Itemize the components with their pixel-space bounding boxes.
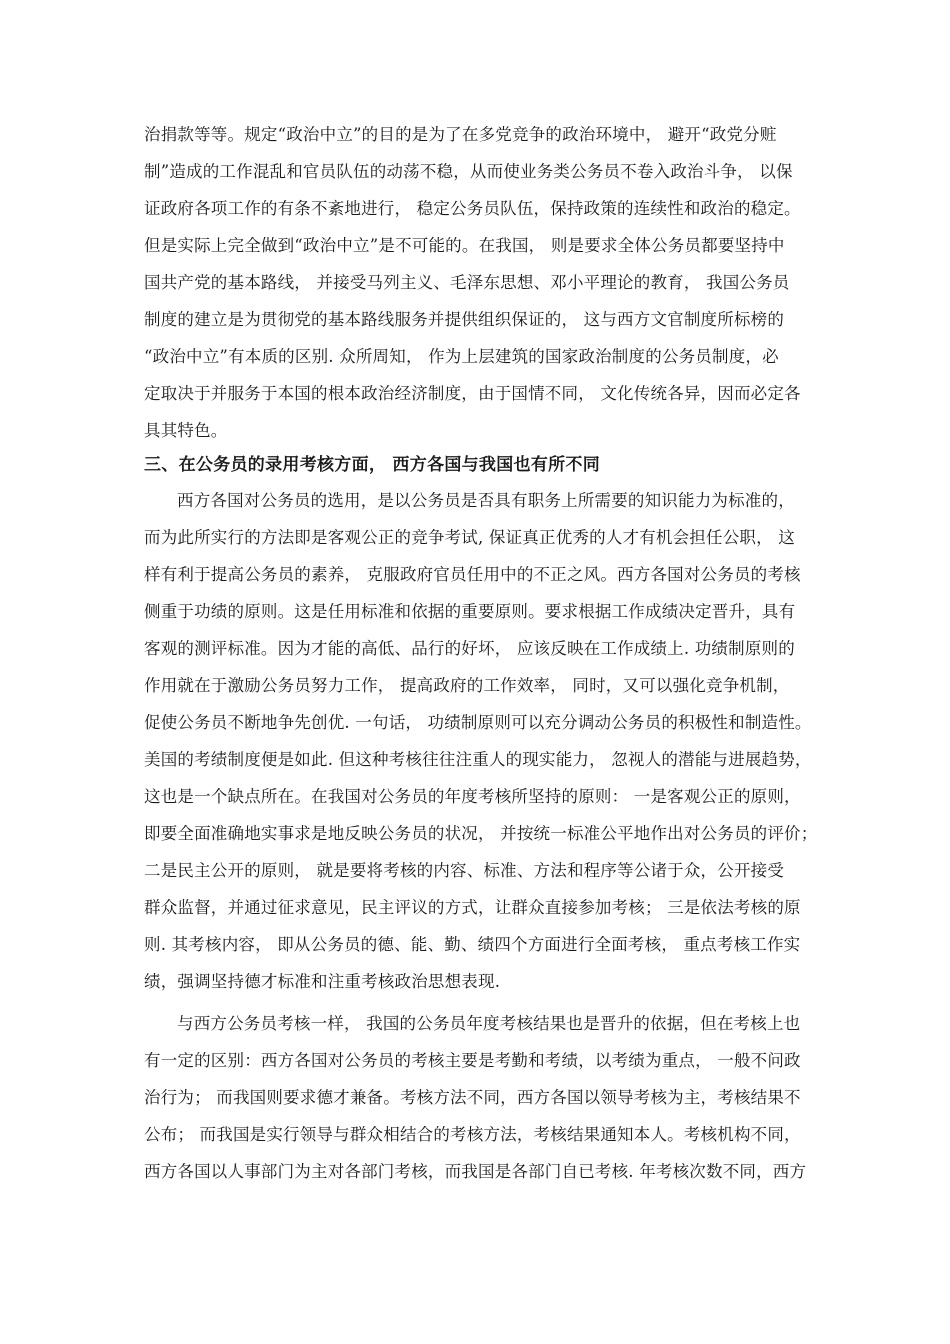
- paragraph-1-line-3: 证政府各项工作的有条不紊地进行， 稳定公务员队伍，保持政策的连续性和政治的稳定。: [144, 199, 801, 218]
- paragraph-2-line-1: 西方各国对公务员的选用，是以公务员是否具有职务上所需要的知识能力为标准的，: [177, 491, 795, 510]
- paragraph-2-line-8: 美国的考绩制度便是如此. 但这种考核往往注重人的现实能力， 忽视人的潜能与进展趋势，: [144, 750, 812, 769]
- paragraph-2-line-12: 群众监督，并通过征求意见，民主评议的方式，让群众直接参加考核； 三是依法考核的原: [144, 898, 801, 917]
- paragraph-1-line-6: 制度的建立是为贯彻党的基本路线服务并提供组织保证的， 这与西方文官制度所标榜的: [144, 310, 785, 329]
- paragraph-3-line-4: 公布； 而我国是实行领导与群众相结合的考核方法，考核结果通知本人。考核机构不同，: [144, 1125, 801, 1144]
- paragraph-3-line-1: 与西方公务员考核一样， 我国的公务员年度考核结果也是晋升的依据，但在考核上也: [177, 1014, 801, 1033]
- paragraph-2-line-6: 作用就在于激励公务员努力工作， 提高政府的工作效率， 同时，又可以强化竞争机制，: [144, 676, 790, 695]
- paragraph-2-line-13: 则. 其考核内容， 即从公务员的德、能、勤、绩四个方面进行全面考核， 重点考核工作实: [144, 935, 801, 954]
- paragraph-2-line-9: 这也是一个缺点所在。在我国对公务员的年度考核所坚持的原则： 一是客观公正的原则，: [144, 787, 801, 806]
- paragraph-3-line-3: 治行为； 而我国则要求德才兼备。考核方法不同，西方各国以领导考核为主，考核结果不: [144, 1088, 801, 1107]
- paragraph-2-line-5: 客观的测评标准。因为才能的高低、品行的好坏， 应该反映在工作成绩上. 功绩制原则的: [144, 639, 795, 658]
- paragraph-2-line-10: 即要全面准确地实事求是地反映公务员的状况， 并按统一标准公平地作出对公务员的评价；: [144, 824, 818, 843]
- paragraph-2-line-7: 促使公务员不断地争先创优. 一句话， 功绩制原则可以充分调动公务员的积极性和制造性。: [144, 713, 812, 732]
- paragraph-2-line-3: 样有利于提高公务员的素养， 克服政府官员任用中的不正之风。西方各国对公务员的考核: [144, 565, 801, 584]
- paragraph-1-line-9: 具其特色。: [144, 421, 228, 440]
- paragraph-1-line-4: 但是实际上完全做到“政治中立”是不可能的。在我国， 则是要求全体公务员都要坚持中: [144, 236, 785, 255]
- paragraph-1-line-8: 定取决于并服务于本国的根本政治经济制度，由于国情不同， 文化传统各异，因而必定各: [144, 384, 801, 403]
- paragraph-2-line-4: 侧重于功绩的原则。这是任用标准和依据的重要原则。要求根据工作成绩决定晋升，具有: [144, 602, 796, 621]
- paragraph-1-line-1: 治捐款等等。规定“政治中立”的目的是为了在多党竞争的政治环境中， 避开“政党分赃: [144, 125, 777, 144]
- paragraph-3-line-5: 西方各国以人事部门为主对各部门考核，而我国是各部门自已考核. 年考核次数不同，西方: [144, 1162, 807, 1181]
- paragraph-1-line-7: “政治中立”有本质的区别. 众所周知， 作为上层建筑的国家政治制度的公务员制度，必: [144, 347, 779, 366]
- paragraph-1-line-2: 制”造成的工作混乱和官员队伍的动荡不稳，从而使业务类公务员不卷入政治斗争， 以保: [144, 162, 793, 181]
- paragraph-2-line-11: 二是民主公开的原则， 就是要将考核的内容、标准、方法和程序等公诸于众，公开接受: [144, 861, 785, 880]
- paragraph-3-line-2: 有一定的区别：西方各国对公务员的考核主要是考勤和考绩，以考绩为重点， 一般不问政: [144, 1051, 801, 1070]
- section-heading: 三、在公务员的录用考核方面， 西方各国与我国也有所不同: [144, 455, 601, 475]
- paragraph-2-line-2: 而为此所实行的方法即是客观公正的竞争考试, 保证真正优秀的人才有机会担任公职， 这: [144, 528, 795, 547]
- paragraph-1-line-5: 国共产党的基本路线， 并接受马列主义、毛泽东思想、邓小平理论的教育， 我国公务员: [144, 273, 790, 292]
- paragraph-2-line-14: 绩，强调坚持德才标准和注重考核政治思想表现.: [144, 972, 501, 991]
